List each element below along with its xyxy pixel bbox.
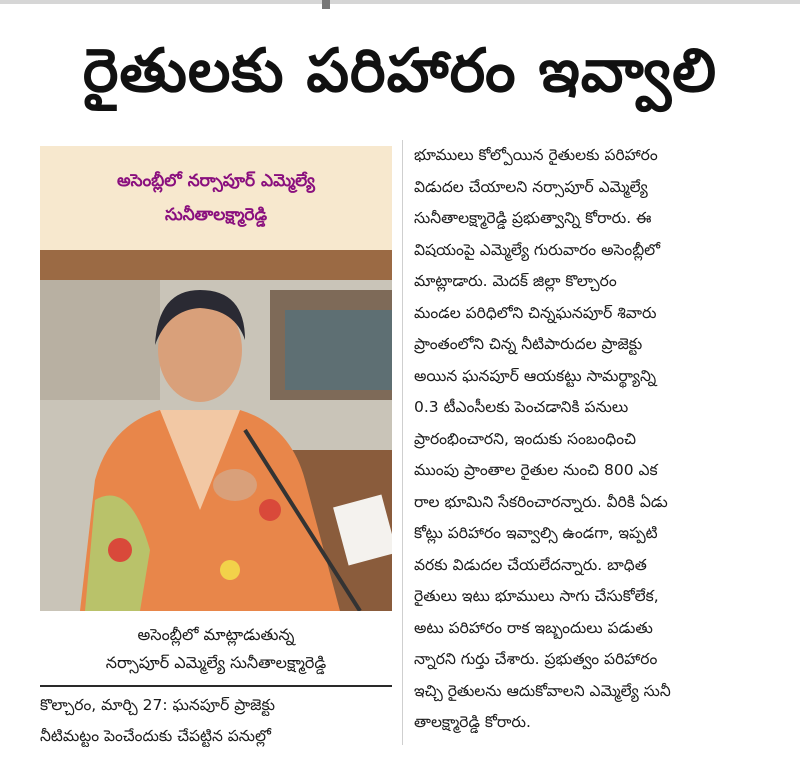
article-right-line: అటు పరిహారం రాక ఇబ్బందులు పడుతు (414, 618, 653, 637)
article-right-line: రాల భూమిని సేకరించారన్నారు. వీరికి ఏడు (414, 492, 668, 511)
article-right-line: కోట్లు పరిహారం ఇవ్వాల్సి ఉండగా, ఇప్పటి (414, 524, 658, 542)
article-right-line: న్నారని గుర్తు చేశారు. ప్రభుత్వం పరిహారం (414, 650, 658, 668)
headline: రైతులకు పరిహారం ఇవ్వాలి (82, 36, 718, 106)
caption-divider (40, 685, 392, 687)
article-right-line: ముంపు ప్రాంతాల రైతుల నుంచి 800 ఎక (414, 461, 658, 479)
article-right-line: మాట్లాడారు. మెదక్ జిల్లా కొల్చారం (414, 272, 617, 290)
article-left-line: నీటిమట్టం పెంచేందుకు చేపట్టిన పనుల్లో (40, 727, 271, 745)
photo-block (40, 146, 392, 611)
top-rule (0, 0, 800, 10)
photo-wall-panel (40, 280, 160, 400)
photo-caption-top (40, 146, 392, 250)
article-right-line: సునీతాలక్ష్మారెడ్డి ప్రభుత్వాన్ని కోరారు. ఈ (414, 209, 652, 227)
article-left-line: కొల్చారం, మార్చి 27: ఘనపూర్ ప్రాజెక్టు (40, 696, 275, 714)
photo-hand (213, 469, 257, 501)
article-right-line: అయిన ఘనపూర్ ఆయకట్టు సామర్థ్యాన్ని (414, 366, 657, 385)
column-rule (402, 140, 403, 745)
photo-caption-bottom (40, 618, 392, 680)
article-right-line: వరకు విడుదల చేయలేదన్నారు. బాధిత (414, 555, 647, 574)
photo-flower-2 (259, 499, 281, 521)
article-right-line: మండల పరిధిలోని చిన్నఘనపూర్ శివారు (414, 303, 657, 322)
photo-caption-top-line1: అసెంబ్లీలో నర్సాపూర్ ఎమ్మెల్యే (117, 171, 315, 191)
photo-caption-top-line2: సునీతాలక్ష్మారెడ్డి (164, 205, 268, 225)
top-rule-line (0, 0, 800, 4)
article-right-line: ప్రారంభించారని, ఇందుకు సంబంధించి (414, 429, 636, 448)
photo-chair-back (285, 310, 392, 390)
photo-wall-wood (40, 250, 392, 280)
article-left-column (40, 690, 392, 752)
article-right-line: 0.3 టీఎంసీలకు పెంచడానికి పనులు (414, 398, 629, 416)
article-right-line: ప్రాంతంలోని చిన్న నీటిపారుదల ప్రాజెక్టు (414, 335, 643, 353)
article-right-line: భూములు కోల్పోయిన రైతులకు పరిహారం (414, 146, 658, 164)
article-right-line: విడుదల చేయాలని నర్సాపూర్ ఎమ్మెల్యే (414, 177, 648, 196)
article-right-line: తాలక్ష్మారెడ్డి కోరారు. (414, 713, 531, 731)
photo-caption-bottom-line2: నర్సాపూర్ ఎమ్మెల్యే సునీతాలక్ష్మారెడ్డి (105, 653, 327, 672)
article-right-line: ఇచ్చి రైతులను ఆదుకోవాలని ఎమ్మెల్యే సునీ (414, 681, 671, 700)
article-right-line: విషయంపై ఎమ్మెల్యే గురువారం అసెంబ్లీలో (414, 240, 661, 259)
article-right-line: రైతులు ఇటు భూములు సాగు చేసుకోలేక, (414, 587, 659, 605)
top-rule-tick (322, 0, 330, 9)
photo-caption-bottom-line1: అసెంబ్లీలో మాట్లాడుతున్న (137, 625, 295, 644)
photo-flower-1 (108, 538, 132, 562)
article-right-column (414, 140, 770, 739)
news-photo (40, 250, 392, 611)
photo-flower-3 (220, 560, 240, 580)
